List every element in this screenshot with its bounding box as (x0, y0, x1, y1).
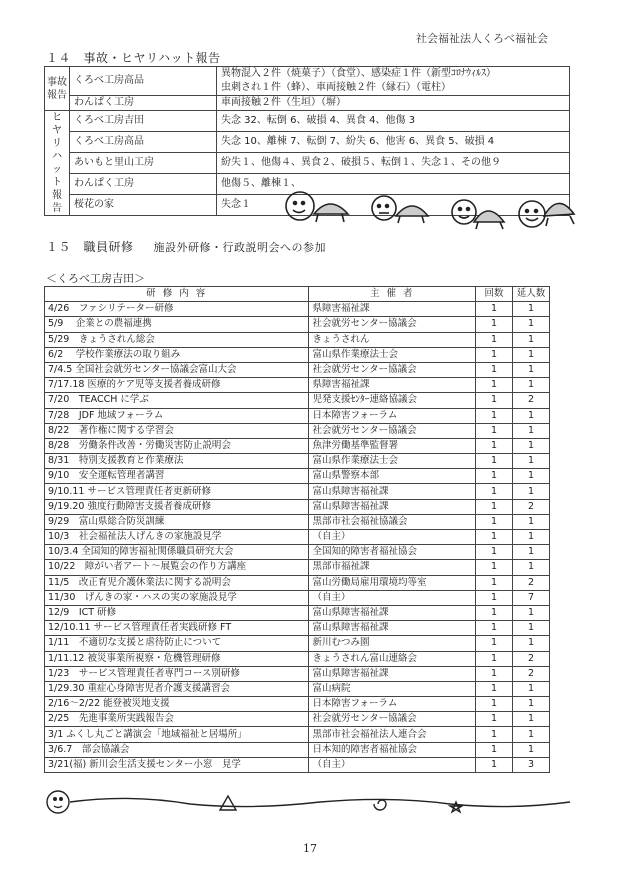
host-cell: 全国知的障害者福祉協会 (309, 545, 476, 560)
detail-cell: 失念 32、転倒 6、破損 4、異食 4、他傷 3 (217, 111, 570, 132)
table-row (45, 499, 550, 514)
table-row (45, 67, 570, 96)
persons-cell: 1 (512, 681, 549, 696)
detail-cell: 紛失１、他傷４、異食２、破損５、転倒１、失念１、その他９ (217, 153, 570, 174)
category-accident: 事故 報告 (45, 67, 70, 111)
count-cell: 1 (476, 560, 513, 575)
table-row (45, 545, 550, 560)
table-row (45, 697, 550, 712)
training-content-cell: 2/25 先進事業所実践報告会 (45, 712, 309, 727)
table-row (45, 712, 550, 727)
persons-cell: 1 (512, 378, 549, 393)
category-near-miss: ヒ ヤ リ ハ ッ ト 報 告 (45, 111, 70, 216)
table-title: ＜くろべ工房吉田＞ (46, 272, 145, 285)
training-table (44, 286, 550, 773)
facility-cell: わんぱく工房 (70, 174, 217, 195)
persons-cell: 2 (512, 393, 549, 408)
training-content-cell: 3/6.7 部会協議会 (45, 742, 309, 757)
host-cell: 日本障害フォーラム (309, 697, 476, 712)
training-content-cell: 1/11.12 被災事業所視察・危機管理研修 (45, 651, 309, 666)
host-cell: きょうされん富山連絡会 (309, 651, 476, 666)
count-cell: 1 (476, 545, 513, 560)
training-content-cell: 7/4.5 全国社会就労センター協議会富山大会 (45, 362, 309, 377)
persons-cell: 1 (512, 697, 549, 712)
section-15-heading: １５ 職員研修 (46, 240, 134, 254)
training-content-cell: 10/3 社会福祉法人げんきの家施設見学 (45, 530, 309, 545)
table-row (45, 438, 550, 453)
training-content-cell: 9/19.20 強度行動障害支援者養成研修 (45, 499, 309, 514)
table-row (45, 742, 550, 757)
table-row (45, 362, 550, 377)
training-content-cell: 3/21(福) 新川会生活支援センター小窓 見学 (45, 757, 309, 772)
training-content-cell: 1/29.30 重症心身障害児者介護支援講習会 (45, 681, 309, 696)
table-row (45, 347, 550, 362)
facility-cell: あいもと里山工房 (70, 153, 217, 174)
section-14-title: １４ 事故・ヒヤリハット報告 (46, 51, 221, 65)
training-content-cell: 10/3.4 全国知的障害福祉関係職員研究大会 (45, 545, 309, 560)
count-cell: 1 (476, 317, 513, 332)
detail-text: 異物混入２件（焼菓子）（食堂）、感染症１件（新型ｺﾛﾅｳｨﾙｽ） 虫刺され１件（蜂）、車両接触２件（縁石）（電柱） (221, 68, 496, 93)
training-content-cell: 5/29 きょうされん総会 (45, 332, 309, 347)
facility-cell: くろべ工房吉田 (70, 111, 217, 132)
facility-cell: くろべ工房高品 (70, 132, 217, 153)
host-cell: 社会就労センター協議会 (309, 423, 476, 438)
persons-cell: 1 (512, 621, 549, 636)
host-cell: 日本知的障害者福祉協会 (309, 742, 476, 757)
facility-cell: くろべ工房高品 (70, 67, 217, 96)
count-cell: 1 (476, 362, 513, 377)
count-cell: 1 (476, 454, 513, 469)
table-row (45, 96, 570, 111)
host-cell: （自主） (309, 530, 476, 545)
decorative-doodle-line (40, 786, 580, 826)
count-cell: 1 (476, 636, 513, 651)
persons-cell: 1 (512, 423, 549, 438)
page-number: 17 (303, 842, 317, 855)
host-cell: 県障害福祉課 (309, 378, 476, 393)
host-cell: 富山病院 (309, 681, 476, 696)
organization-name: 社会福祉法人くろべ福祉会 (416, 32, 548, 45)
count-cell: 1 (476, 712, 513, 727)
section-15-subtitle: 施設外研修・行政説明会への参加 (153, 241, 327, 254)
count-cell: 1 (476, 575, 513, 590)
training-content-cell: 3/1 ふくし丸ごと講演会「地域福祉と居場所」 (45, 727, 309, 742)
persons-cell: 2 (512, 499, 549, 514)
host-cell: 児発支援ｾﾝﾀｰ連絡協議会 (309, 393, 476, 408)
training-content-cell: 5/9 企業との農福連携 (45, 317, 309, 332)
persons-cell: 2 (512, 651, 549, 666)
persons-cell: 1 (512, 545, 549, 560)
training-content-cell: 1/11 不適切な支援と虐待防止について (45, 636, 309, 651)
facility-cell: わんぱく工房 (70, 96, 217, 111)
count-cell: 1 (476, 423, 513, 438)
host-cell: 富山県作業療法士会 (309, 454, 476, 469)
count-cell: 1 (476, 469, 513, 484)
table-header-row (45, 287, 550, 302)
table-row (45, 651, 550, 666)
persons-cell: 1 (512, 636, 549, 651)
training-content-cell: 4/26 ファシリテーター研修 (45, 302, 309, 317)
table-row (45, 302, 550, 317)
host-cell: 社会就労センター協議会 (309, 712, 476, 727)
table-row (45, 575, 550, 590)
persons-cell: 1 (512, 484, 549, 499)
training-content-cell: 8/31 特別支援教育と作業療法 (45, 454, 309, 469)
host-cell: （自主） (309, 590, 476, 605)
table-row (45, 484, 550, 499)
training-content-cell: 11/5 改正育児介護休業法に関する説明会 (45, 575, 309, 590)
table-row (45, 423, 550, 438)
table-row (45, 681, 550, 696)
count-cell: 1 (476, 332, 513, 347)
count-cell: 1 (476, 530, 513, 545)
persons-cell: 1 (512, 362, 549, 377)
table-row (45, 590, 550, 605)
count-cell: 1 (476, 742, 513, 757)
count-cell: 1 (476, 378, 513, 393)
persons-cell: 1 (512, 560, 549, 575)
section-15-title (46, 238, 326, 255)
table-row (45, 757, 550, 772)
table-row (45, 332, 550, 347)
persons-cell: 1 (512, 454, 549, 469)
host-cell: 富山県障害福祉課 (309, 666, 476, 681)
training-content-cell: 7/28 JDF 地域フォーラム (45, 408, 309, 423)
persons-cell: 1 (512, 302, 549, 317)
host-cell: きょうされん (309, 332, 476, 347)
count-cell: 1 (476, 621, 513, 636)
table-row (45, 560, 550, 575)
count-cell: 1 (476, 484, 513, 499)
training-content-cell: 8/22 著作権に関する学習会 (45, 423, 309, 438)
detail-cell: 車両接触２件（生垣）（塀） (217, 96, 570, 111)
training-content-cell: 9/10 安全運転管理者講習 (45, 469, 309, 484)
column-header-persons: 延人数 (512, 287, 549, 302)
detail-cell: 他傷５、離棟１、 (217, 174, 570, 195)
table-row (45, 393, 550, 408)
persons-cell: 7 (512, 590, 549, 605)
host-cell: 黒部市福祉課 (309, 560, 476, 575)
host-cell: 富山県障害福祉課 (309, 499, 476, 514)
training-content-cell: 10/22 障がい者アート～展覧会の作り方講座 (45, 560, 309, 575)
training-content-cell: 8/28 労働条件改善・労働災害防止説明会 (45, 438, 309, 453)
host-cell: 富山県警察本部 (309, 469, 476, 484)
host-cell: 社会就労センター協議会 (309, 317, 476, 332)
persons-cell: 1 (512, 408, 549, 423)
persons-cell: 1 (512, 742, 549, 757)
training-content-cell: 11/30 げんきの家・ハスの実の家施設見学 (45, 590, 309, 605)
count-cell: 1 (476, 605, 513, 620)
persons-cell: 1 (512, 347, 549, 362)
table-row (45, 605, 550, 620)
training-content-cell: 9/10.11 サービス管理責任者更新研修 (45, 484, 309, 499)
detail-cell: 失念１ (217, 195, 570, 216)
table-row (45, 378, 550, 393)
persons-cell: 1 (512, 530, 549, 545)
count-cell: 1 (476, 757, 513, 772)
persons-cell: 1 (512, 605, 549, 620)
table-row (45, 111, 570, 132)
table-row (45, 727, 550, 742)
persons-cell: 1 (512, 317, 549, 332)
table-row (45, 621, 550, 636)
table-row (45, 454, 550, 469)
persons-cell: 1 (512, 332, 549, 347)
table-row (45, 666, 550, 681)
count-cell: 1 (476, 590, 513, 605)
table-row (45, 132, 570, 153)
training-content-cell: 7/17.18 医療的ケア児等支援者養成研修 (45, 378, 309, 393)
table-row (45, 408, 550, 423)
host-cell: 富山県障害福祉課 (309, 621, 476, 636)
count-cell: 1 (476, 302, 513, 317)
persons-cell: 1 (512, 712, 549, 727)
persons-cell: 2 (512, 575, 549, 590)
table-row (45, 636, 550, 651)
persons-cell: 2 (512, 666, 549, 681)
persons-cell: 1 (512, 438, 549, 453)
count-cell: 1 (476, 499, 513, 514)
count-cell: 1 (476, 514, 513, 529)
count-cell: 1 (476, 347, 513, 362)
training-content-cell: 9/29 富山県総合防災訓練 (45, 514, 309, 529)
column-header-count: 回数 (476, 287, 513, 302)
host-cell: 黒部市社会福祉法人連合会 (309, 727, 476, 742)
count-cell: 1 (476, 393, 513, 408)
host-cell: 富山県障害福祉課 (309, 605, 476, 620)
host-cell: 富山県障害福祉課 (309, 484, 476, 499)
host-cell: 社会就労センター協議会 (309, 362, 476, 377)
facility-cell: 桜花の家 (70, 195, 217, 216)
count-cell: 1 (476, 681, 513, 696)
training-content-cell: 2/16～2/22 能登被災地支援 (45, 697, 309, 712)
training-content-cell: 12/10.11 サービス管理責任者実践研修 FT (45, 621, 309, 636)
training-content-cell: 6/2 学校作業療法の取り組み (45, 347, 309, 362)
host-cell: 黒部市社会福祉協議会 (309, 514, 476, 529)
persons-cell: 3 (512, 757, 549, 772)
table-row (45, 469, 550, 484)
count-cell: 1 (476, 651, 513, 666)
count-cell: 1 (476, 666, 513, 681)
training-table-body (45, 302, 550, 773)
count-cell: 1 (476, 438, 513, 453)
host-cell: 日本障害フォーラム (309, 408, 476, 423)
count-cell: 1 (476, 408, 513, 423)
table-row (45, 317, 550, 332)
host-cell: 県障害福祉課 (309, 302, 476, 317)
table-row (45, 530, 550, 545)
detail-cell (217, 67, 570, 96)
table-row (45, 153, 570, 174)
host-cell: （自主） (309, 757, 476, 772)
turtle-illustration (282, 186, 582, 242)
persons-cell: 1 (512, 727, 549, 742)
table-row (45, 514, 550, 529)
host-cell: 富山県作業療法士会 (309, 347, 476, 362)
persons-cell: 1 (512, 469, 549, 484)
host-cell: 魚津労働基準監督署 (309, 438, 476, 453)
training-content-cell: 7/20 TEACCH に学ぶ (45, 393, 309, 408)
column-header-content: 研 修 内 容 (45, 287, 309, 302)
detail-cell: 失念 10、離棟 7、転倒 7、紛失 6、他害 6、異食 5、破損 4 (217, 132, 570, 153)
count-cell: 1 (476, 697, 513, 712)
host-cell: 新川むつみ園 (309, 636, 476, 651)
training-content-cell: 1/23 サービス管理責任者専門コース別研修 (45, 666, 309, 681)
training-content-cell: 12/9 ICT 研修 (45, 605, 309, 620)
persons-cell: 1 (512, 514, 549, 529)
host-cell: 富山労働局雇用環境均等室 (309, 575, 476, 590)
column-header-host: 主 催 者 (309, 287, 476, 302)
count-cell: 1 (476, 727, 513, 742)
